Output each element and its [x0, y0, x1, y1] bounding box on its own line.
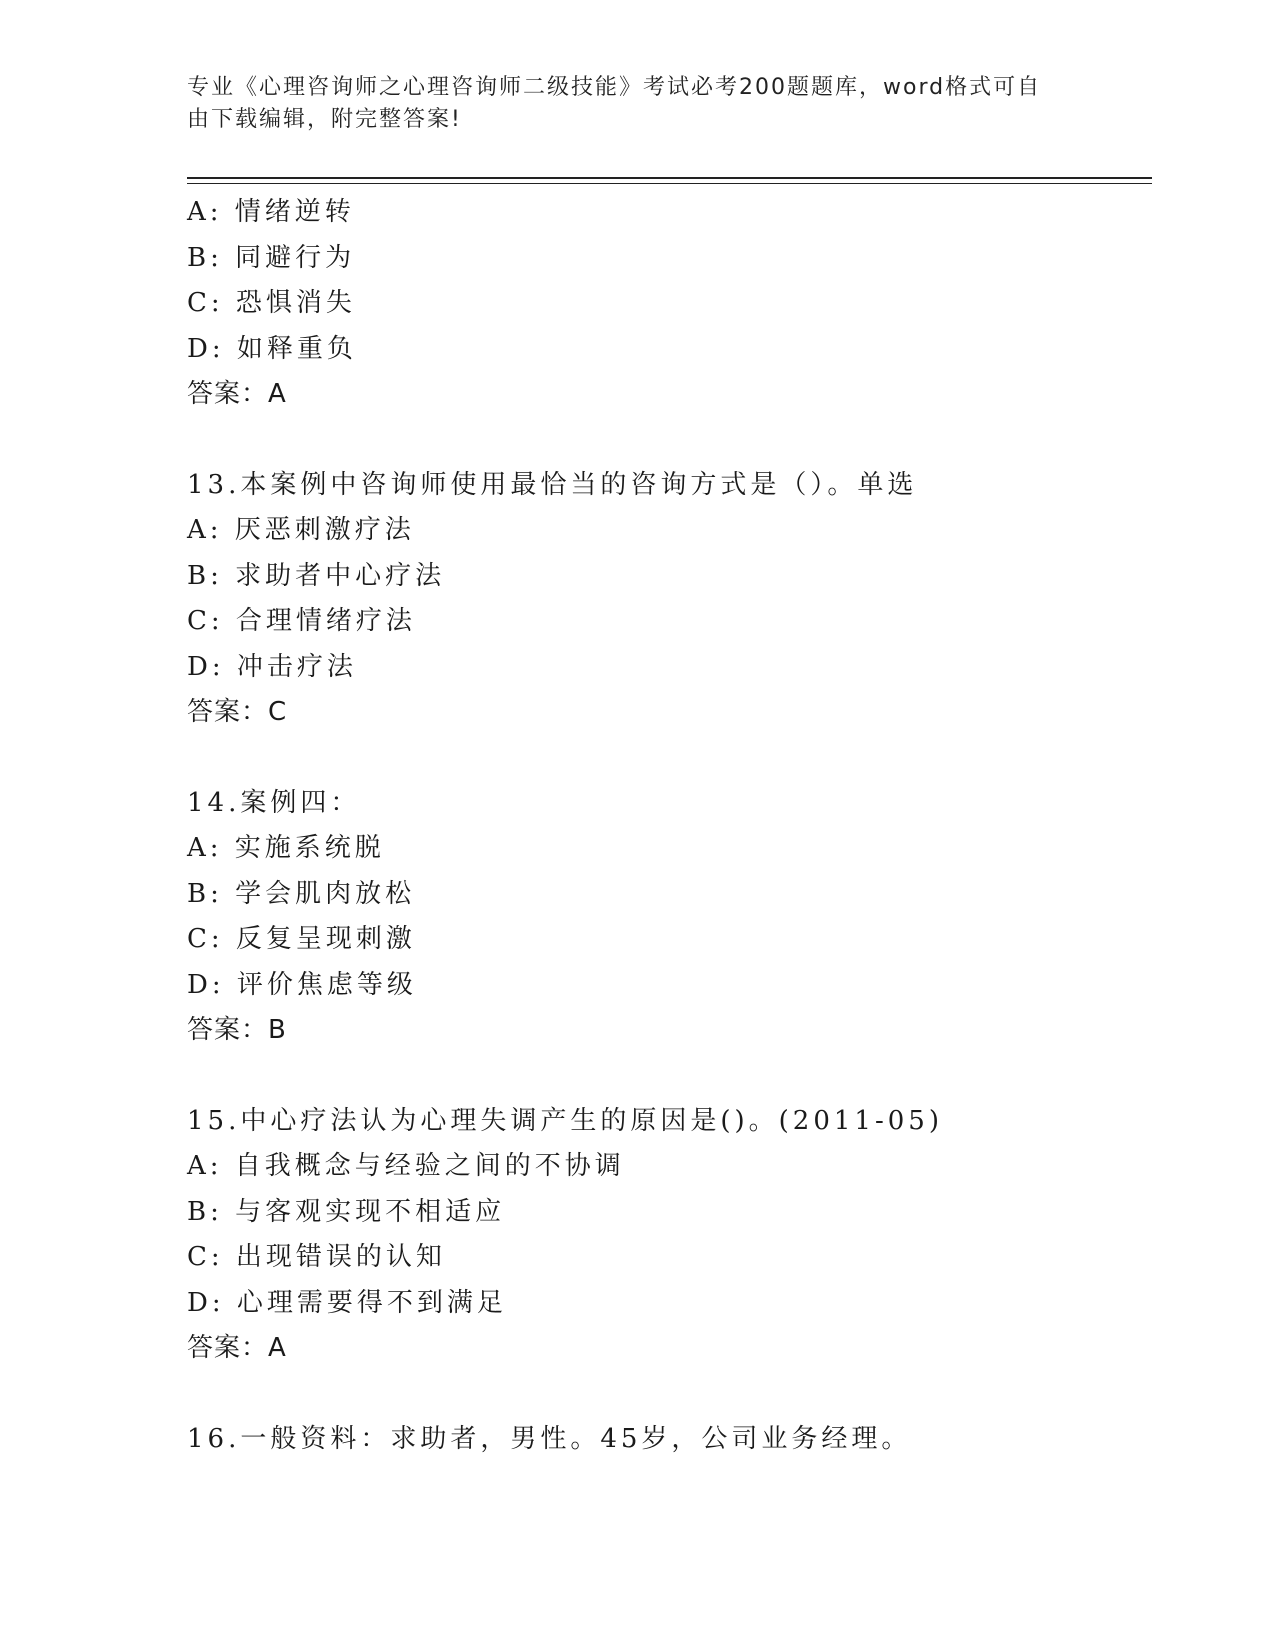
option-a: A: 自我概念与经验之间的不协调 — [187, 1151, 625, 1181]
answer-label: 答案：A — [187, 379, 287, 409]
header-divider-thick — [187, 177, 1152, 179]
header-divider-thin — [187, 183, 1152, 184]
question-title: 14.案例四： — [187, 787, 361, 818]
option-a: A: 厌恶刺激疗法 — [187, 515, 415, 545]
option-b: B: 求助者中心疗法 — [187, 560, 446, 591]
document-header — [187, 72, 1067, 136]
option-c: C: 反复呈现刺激 — [187, 924, 416, 954]
header-line-2: 由下载编辑，附完整答案! — [187, 107, 462, 132]
option-d: D: 心理需要得不到满足 — [187, 1287, 507, 1318]
question-list — [187, 190, 1152, 1462]
answer-label: 答案：B — [187, 1015, 287, 1045]
option-b: B: 与客观实现不相适应 — [187, 1196, 506, 1227]
answer-label: 答案：C — [187, 697, 288, 727]
header-line-1: 专业《心理咨询师之心理咨询师二级技能》考试必考200题题库，word格式可自 — [187, 75, 1042, 100]
option-d: D: 冲击疗法 — [187, 651, 357, 682]
option-c: C: 恐惧消失 — [187, 288, 356, 318]
option-c: C: 合理情绪疗法 — [187, 606, 416, 636]
question-block-14 — [187, 781, 1152, 1054]
question-title: 13.本案例中咨询师使用最恰当的咨询方式是（）。单选 — [187, 469, 918, 500]
option-a: A: 情绪逆转 — [187, 197, 355, 227]
option-b: B: 学会肌肉放松 — [187, 878, 416, 909]
option-b: B: 同避行为 — [187, 242, 356, 273]
option-d: D: 评价焦虑等级 — [187, 969, 417, 1000]
question-title: 16.一般资料：求助者，男性。45岁，公司业务经理。 — [187, 1423, 912, 1454]
answer-label: 答案：A — [187, 1333, 287, 1363]
question-title: 15.中心疗法认为心理失调产生的原因是()。(2011-05) — [187, 1105, 943, 1136]
question-block-15 — [187, 1099, 1152, 1372]
option-d: D: 如释重负 — [187, 333, 357, 364]
question-block-previous — [187, 190, 1152, 418]
option-c: C: 出现错误的认知 — [187, 1242, 446, 1272]
question-block-16 — [187, 1417, 1152, 1463]
question-block-13 — [187, 463, 1152, 736]
option-a: A: 实施系统脱 — [187, 833, 385, 863]
